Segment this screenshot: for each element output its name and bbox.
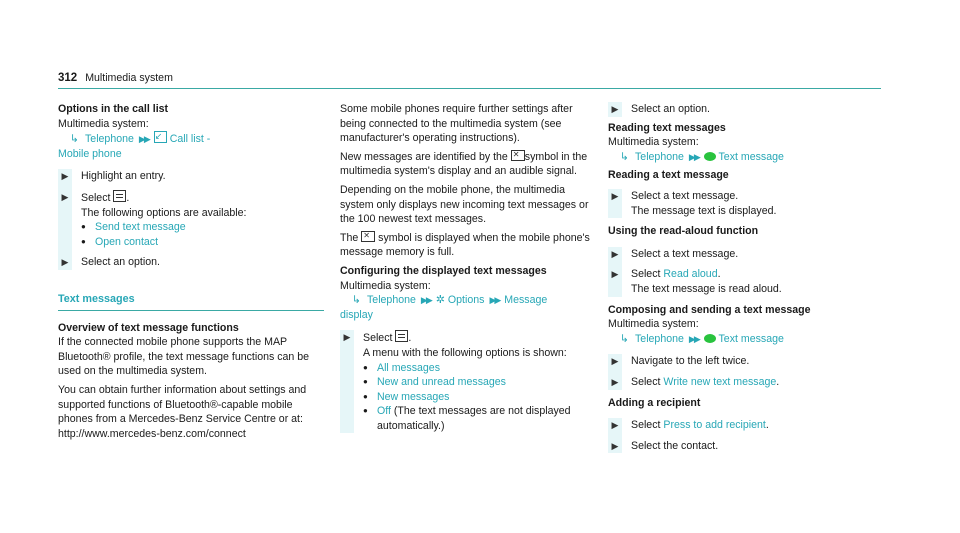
step-arrow-icon: ▶ [61, 191, 69, 202]
path-step[interactable]: Message [504, 294, 548, 307]
list-item: ● New messages [363, 390, 450, 403]
page-number: 312 [58, 72, 78, 84]
path-step[interactable]: display [340, 308, 373, 321]
path-step[interactable]: Telephone [635, 150, 684, 163]
subsection-title: Using the read-aloud function [608, 225, 759, 238]
menu-path-label: Multimedia system: [58, 117, 149, 130]
menu-path [340, 293, 594, 308]
menu-path [608, 332, 876, 347]
path-step[interactable]: Telephone [367, 294, 416, 307]
step-arrow-icon: ▶ [343, 332, 351, 343]
step-arrow-icon: ▶ [611, 190, 619, 201]
list-item: ● Open contact [81, 235, 159, 248]
section-title: Reading text messages [608, 121, 726, 134]
path-step[interactable]: Text message [718, 150, 784, 163]
list-item: ● Off (The text messages are not displayed automatically.) [363, 405, 571, 432]
chevron-right-icon: ▶▶ [138, 134, 149, 145]
path-arrow-icon: ↳ [70, 133, 79, 146]
menu-path [608, 150, 876, 165]
step-arrow-icon: ▶ [611, 356, 619, 367]
step-arrow-icon: ▶ [611, 104, 619, 114]
instruction-step: ▶ Select a text message. The message text is displayed. [608, 189, 876, 218]
path-step[interactable]: Options [447, 294, 485, 307]
menu-path-label: Multimedia system: [340, 279, 431, 292]
path-step[interactable]: Call list - [169, 133, 211, 146]
list-item: ● Send text message [81, 221, 186, 234]
header-rule [58, 88, 881, 89]
step-arrow-icon: ▶ [61, 257, 69, 268]
paragraph: New messages are identified by the ✕ symbol in the multimedia system's display and an audible signal. [340, 150, 594, 179]
menu-path [58, 131, 324, 147]
envelope-icon [511, 150, 525, 161]
list-item: ● New and unread messages [363, 376, 506, 389]
chevron-right-icon: ▶▶ [688, 333, 699, 344]
section-title: Composing and sending a text message [608, 303, 811, 316]
chevron-right-icon: ▶▶ [420, 295, 431, 306]
instruction-step: ▶ Select . The following options are available: ● Send text message ● Open contact [58, 184, 324, 249]
instruction-step: ▶ Select Read aloud. The text message is read aloud. [608, 261, 876, 296]
instruction-step: ▶ Navigate to the left twice. [608, 354, 876, 369]
chevron-right-icon: ▶▶ [688, 151, 699, 162]
chevron-right-icon: ▶▶ [489, 295, 500, 306]
instruction-step: ▶ Select a text message. [608, 247, 876, 262]
path-step[interactable]: Telephone [635, 332, 684, 345]
page-header [58, 71, 173, 86]
subsection-title: Overview of text message functions [58, 321, 239, 334]
instruction-step: ▶ Select Press to add recipient. [608, 418, 876, 433]
step-arrow-icon: ▶ [61, 171, 69, 182]
step-arrow-icon: ▶ [611, 376, 619, 387]
column-2 [340, 102, 594, 433]
column-1 [58, 102, 324, 441]
menu-icon [395, 330, 408, 342]
message-icon [704, 334, 716, 343]
section-title: Configuring the displayed text messages [340, 264, 547, 277]
message-icon [704, 152, 716, 161]
memory-full-icon [361, 231, 375, 242]
step-arrow-icon: ▶ [611, 420, 619, 431]
instruction-step: ▶ Highlight an entry. [58, 169, 324, 184]
path-arrow-icon: ↳ [620, 150, 629, 163]
instruction-step: ▶ Select . A menu with the following options is shown: ● All messages ● New and unread messages ● New messages ● Off (The text messages are not displayed automatically.) [340, 330, 594, 433]
path-arrow-icon: ↳ [352, 294, 361, 307]
instruction-step: ▶ Select the contact. [608, 433, 876, 454]
subsection-title: Reading a text message [608, 169, 729, 182]
column-3 [608, 102, 876, 453]
subsection-title: Adding a recipient [608, 396, 701, 409]
section-heading: Text messages [58, 292, 135, 305]
menu-path-label: Multimedia system: [608, 136, 699, 149]
paragraph: You can obtain further information about settings and supported functions of Bluetooth®-capable mobile phones from a Mercedes-Benz Service Centre or at: http://www.mercedes-benz.com/connect [58, 383, 307, 440]
instruction-step: ▶ Select an option. [58, 249, 324, 270]
menu-path-label: Multimedia system: [608, 318, 699, 331]
path-arrow-icon: ↳ [620, 332, 629, 345]
paragraph: Some mobile phones require further settings after being connected to the multimedia system (see manufacturer's operating instructions). [340, 103, 573, 145]
list-item: ● All messages [363, 361, 440, 374]
menu-icon [113, 190, 126, 202]
paragraph: If the connected mobile phone supports the MAP Bluetooth® profile, the text message functions can be used on the multimedia system. [58, 336, 310, 378]
path-step[interactable]: Text message [718, 332, 784, 345]
paragraph: Depending on the mobile phone, the multimedia system only displays new incoming text messages or the 100 newest text messages. [340, 183, 589, 226]
step-arrow-icon: ▶ [611, 440, 619, 451]
phone-icon [154, 131, 167, 143]
page-title: Multimedia system [85, 72, 173, 84]
step-arrow-icon: ▶ [611, 269, 619, 280]
gear-icon: ✲ [435, 294, 445, 307]
instruction-step: ▶ Select an option. [608, 102, 876, 117]
path-step[interactable]: Telephone [85, 133, 134, 146]
step-arrow-icon: ▶ [611, 248, 619, 259]
section-title: Options in the call list [58, 103, 169, 115]
path-step[interactable]: Mobile phone [58, 147, 122, 160]
instruction-step: ▶ Select Write new text message. [608, 369, 876, 390]
paragraph: The ✕ symbol is displayed when the mobile phone's message memory is full. [340, 231, 594, 260]
